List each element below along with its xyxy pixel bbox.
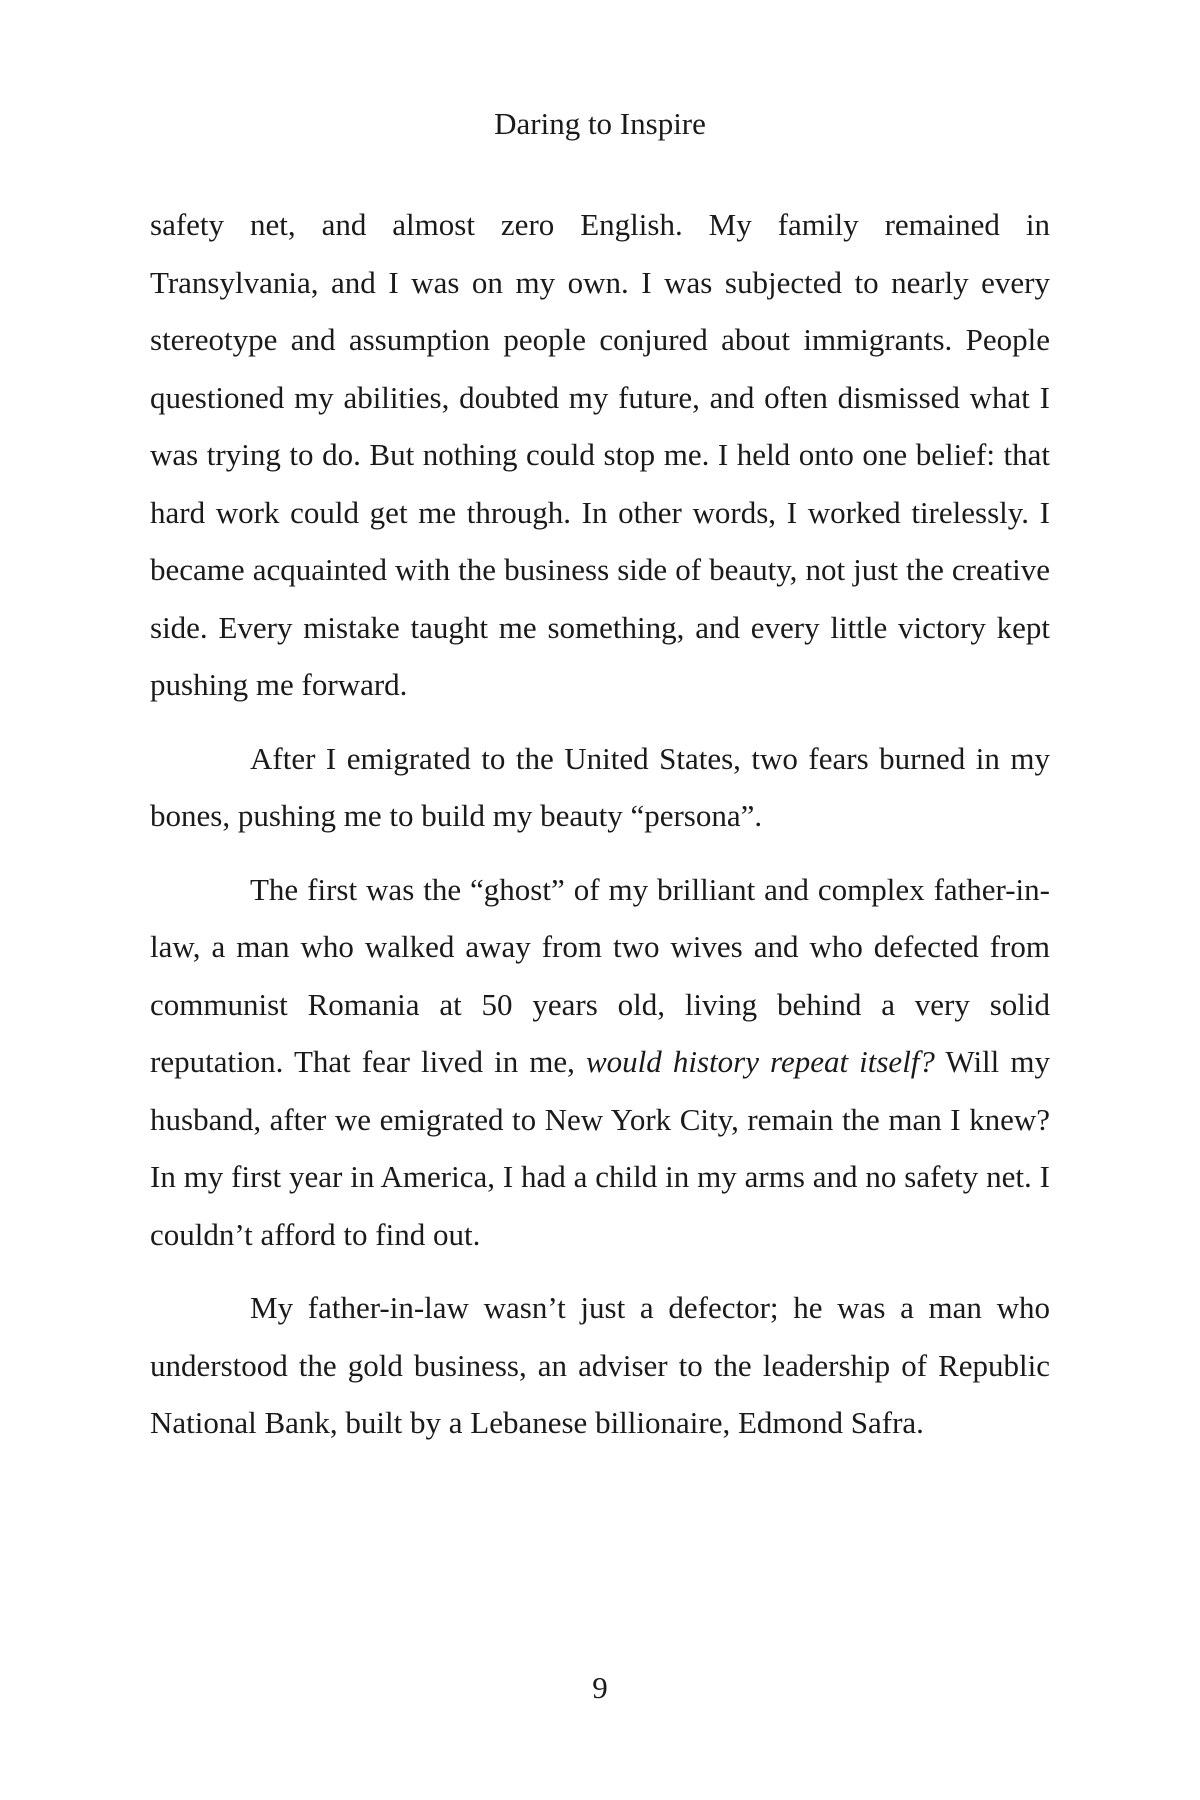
italic-question: would history repeat itself? — [585, 1044, 935, 1079]
running-header: Daring to Inspire — [494, 106, 706, 141]
paragraph-father-in-law-defector: My father-in-law wasn’t just a defector; he was a man who understood the gold business, an adviser to the leadership of Republic National Bank, built by a Lebanese billionaire, Edmond Safra. — [150, 1290, 1050, 1440]
paragraph-text-after: Will my husband, after we emigrated to New York City, remain the man I knew? In my first year in America, I had a child in my arms and no safety net. I couldn’t afford to find out. — [150, 1044, 1050, 1252]
body-text — [150, 196, 1050, 1468]
paragraph-father-in-law-ghost — [150, 861, 1050, 1264]
paragraph-continued: safety net, and almost zero English. My family remained in Transylvania, and I was on my own. I was subjected to nearly every stereotype and assumption people conjured about immigrants. People questioned my abilities, doubted my future, and often dismissed what I was trying to do. But nothing could stop me. I held onto one belief: that hard work could get me through. In other words, I worked tirelessly. I became acquainted with the business side of beauty, not just the creative side. Every mistake taught me something, and every little victory kept pushing me forward. — [150, 207, 1050, 702]
paragraph-emigration-fears: After I emigrated to the United States, two fears burned in my bones, pushing me to build my beauty “persona”. — [150, 740, 1050, 833]
paragraph-text-before: The first was the “ghost” of my brilliant and complex father-in-law, a man who walked away from two wives and who defected from communist Romania at 50 years old, living behind a very solid reputation. That fear lived in me, — [150, 871, 1050, 1079]
page-number: 9 — [592, 1670, 608, 1705]
